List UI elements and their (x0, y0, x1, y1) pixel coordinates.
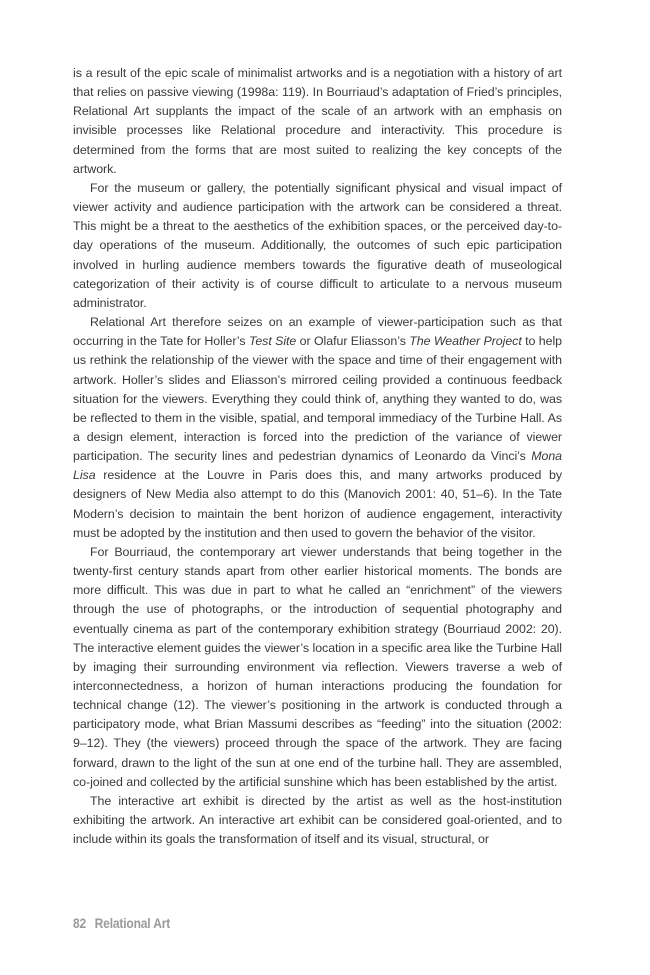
paragraph-2: For the museum or gallery, the potentially significant physical and visual impact of viewer activity and audience participation with the artwork can be considered a threat. This might be a threat to the aesthetics of the exhibition spaces, or the perceived day-to-day operations of the museum. Additionally, the outcomes of such epic participation involved in hurling audience members towards the figurative death of museological categorization of their activity is of course difficult to articulate to a nervous museum administrator. (73, 180, 562, 310)
page-footer (73, 915, 170, 931)
paragraph-4: For Bourriaud, the contemporary art viewer understands that being together in the twenty-first century stands apart from other earlier historical moments. The bonds are more difficult. This was due in part to what he called an “enrichment” of the viewers through the use of photographs, or the introduction of sequential photography and eventually cinema as part of the contemporary exhibition strategy (Bourriaud 2002: 20). The interactive element guides the viewer’s location in a specific area like the Turbine Hall by imaging their surrounding environment via reflection. Viewers traverse a web of interconnectedness, a horizon of human interactions producing the foundation for technical change (12). The viewer’s positioning in the artwork is conducted through a participatory mode, what Brian Massumi describes as “feeding” into the situation (2002: 9–12). They (the viewers) proceed through the space of the artwork. They are facing forward, drawn to the light of the sun at one end of the turbine hall. They are assembled, co-joined and collected by the artificial sunshine which has been established by the artist. (73, 544, 562, 789)
paragraph-3-text: Relational Art therefore seizes on an example of viewer-participation such as that occurring in the Tate for Holler’s (73, 315, 562, 349)
paragraph-1: is a result of the epic scale of minimalist artworks and is a negotiation with a history of art that relies on passive viewing (1998a: 119). In Bourriaud’s adaptation of Fried’s principles, Relational Art supplants the impact of the scale of an artwork with an emphasis on invisible processes like Relational procedure and interactivity. This procedure is determined from the forms that are most suited to realizing the key concepts of the artwork. (73, 66, 562, 176)
running-title: Relational Art (94, 915, 171, 931)
paragraph-3-text: residence at the Louvre in Paris does this, and many artworks produced by designers of New Media also attempt to do this (Manovich 2001: 40, 51–6). In the Tate Modern’s decision to maintain the bent horizon of audience engagement, interactivity must be adopted by the institution and then used to govern the behavior of the visitor. (73, 468, 562, 540)
paragraph-3-text: or Olafur Eliasson’s (296, 334, 410, 349)
paragraph-3-text: to help us rethink the relationship of the viewer with the space and time of their engagement with artwork. Holler’s slides and Eliasson’s mirrored ceiling provided a continuous feedback situation for the viewers. Everything they could think of, anything they wanted to do, was be reflected to them in the visible, spatial, and temporal immediacy of the Turbine Hall. As a design element, interaction is forced into the prediction of the variance of viewer participation. The security lines and pedestrian dynamics of Leonardo da Vinci’s (73, 334, 562, 464)
page-number: 82 (73, 915, 87, 931)
paragraph-5: The interactive art exhibit is directed by the artist as well as the host-institution exhibiting the artwork. An interactive art exhibit can be considered goal-oriented, and to include within its goals the transformation of itself and its visual, structural, or (73, 793, 562, 847)
artwork-title-mona-lisa: Mona Lisa (73, 449, 562, 483)
artwork-title-test-site: Test Site (248, 334, 297, 349)
page-body (73, 64, 562, 849)
artwork-title-weather-project: The Weather Project (409, 334, 522, 349)
paragraph-3 (73, 313, 562, 543)
